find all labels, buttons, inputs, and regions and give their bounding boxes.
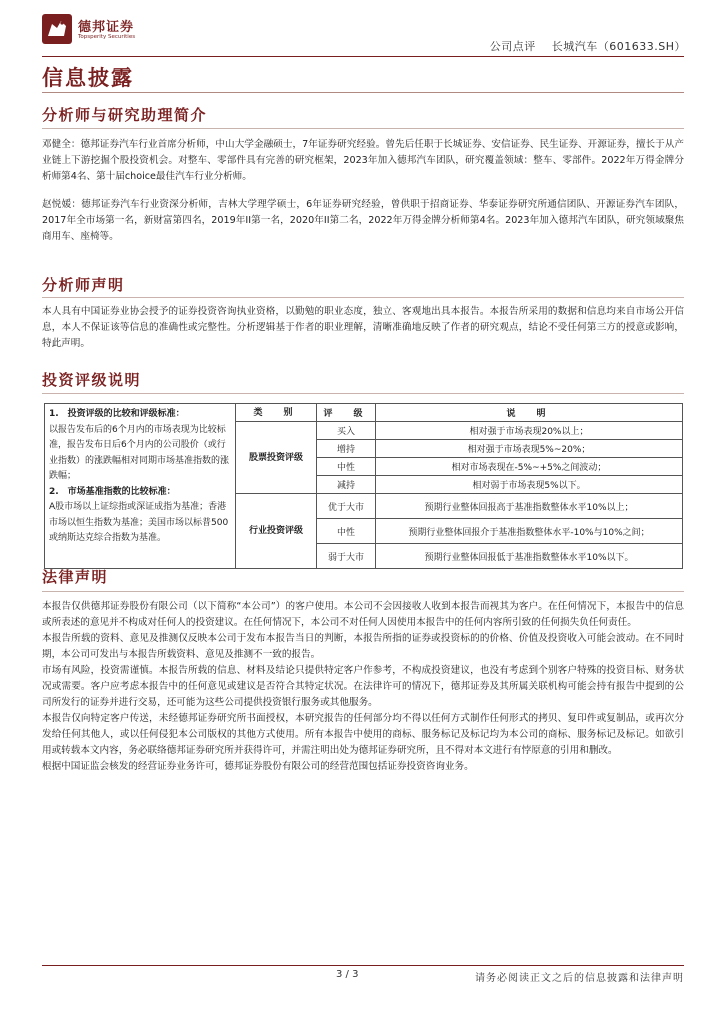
footer-divider [42, 965, 684, 966]
industry-rating-category: 行业投资评级 [236, 494, 317, 569]
legal-paragraph: 本报告仅供德邦证券股份有限公司（以下简称“本公司”）的客户使用。本公司不会因接收人收到本报告而视其为客户。在任何情况下，本报告中的信息或所表述的意见并不构成对任何人的投资建议。在任何情况下，本公司不对任何人因使用本报告中的任何内容所引致的任何损失负任何责任。 [42, 601, 684, 628]
section-divider [42, 297, 684, 298]
rating-table [44, 403, 683, 569]
legal-paragraph: 本报告仅向特定客户传送，未经德邦证券研究所书面授权，本研究报告的任何部分均不得以任何方式制作任何形式的拷贝、复印件或复制品，或再次分发给任何其他人，或以任何侵犯本公司版权的其他方式使用。所有本报告中使用的商标、服务标记及标记均为本公司的商标、服务标记及标记。如欲引用或转载本文内容，务必联络德邦证券研究所并获得许可，并需注明出处为德邦证券研究所，且不得对本文进行有悖原意的引用和删改。 [42, 713, 684, 756]
table-row-level: 买入 [317, 422, 376, 440]
table-header-level: 评 级 [317, 404, 376, 422]
table-row-desc: 相对弱于市场表现5%以下。 [376, 476, 683, 494]
page-number: 3 / 3 [336, 969, 359, 980]
logo-text: 德邦证券 [78, 20, 135, 35]
table-header-description: 说 明 [376, 404, 683, 422]
report-meta [490, 38, 686, 54]
legal-paragraph: 根据中国证监会核发的经营证券业务许可，德邦证券股份有限公司的经营范围包括证券投资咨询业务。 [42, 761, 474, 772]
stock-rating-category: 股票投资评级 [236, 422, 317, 494]
criteria-text-1: 以报告发布后的6个月内的市场表现为比较标准，报告发布日后6个月内的公司股价（或行业指数）的涨跌幅相对同期市场基准指数的涨跌幅； [49, 424, 230, 481]
report-type: 公司点评 [489, 40, 536, 53]
table-row-desc: 相对强于市场表现20%以上； [376, 422, 683, 440]
section-divider [42, 393, 684, 394]
table-row-level: 优于大市 [317, 494, 376, 519]
table-row-level: 弱于大市 [317, 544, 376, 569]
section-divider [42, 128, 684, 129]
legal-paragraph: 市场有风险，投资需谨慎。本报告所载的信息、材料及结论只提供特定客户作参考，不构成投资建议，也没有考虑到个别客户特殊的投资目标、财务状况或需要。客户应考虑本报告中的任何意见或建议是否符合其特定状况。在法律许可的情况下，德邦证券及其所属关联机构可能会持有报告中提到的公司所发行的证券并进行交易，还可能为这些公司提供投资银行服务或其他服务。 [42, 665, 684, 708]
legal-paragraph: 本报告所载的资料、意见及推测仅反映本公司于发布本报告当日的判断，本报告所指的证券或投资标的的价格、价值及投资收入可能会波动。在不同时期，本公司可发出与本报告所载资料、意见及推测不一致的报告。 [42, 633, 684, 660]
analyst-statement-text: 本人具有中国证券业协会授予的证券投资咨询执业资格，以勤勉的职业态度，独立、客观地出具本报告。本报告所采用的数据和信息均来自市场公开信息，本人不保证该等信息的准确性或完整性。分析逻辑基于作者的职业理解，清晰准确地反映了作者的研究观点，结论不受任何第三方的授意或影响，特此声明。 [42, 306, 684, 349]
section-divider [42, 591, 684, 592]
criteria-heading-1: 1. 投资评级的比较和评级标准： [49, 409, 185, 419]
logo-english-text: Topsperity Securities [78, 34, 136, 40]
table-row-desc: 预期行业整体回报高于基准指数整体水平10%以上； [376, 494, 683, 519]
table-row-desc: 相对市场表现在-5%~+5%之间波动； [376, 458, 683, 476]
logo-mark-icon [42, 14, 72, 44]
table-row-desc: 相对强于市场表现5%~20%； [376, 440, 683, 458]
legal-statement [42, 599, 684, 775]
header-divider [42, 56, 684, 57]
table-row-level: 减持 [317, 476, 376, 494]
table-header-category: 类 别 [236, 404, 317, 422]
analyst-bio-1: 邓健全：德邦证券汽车行业首席分析师，中山大学金融硕士，7年证券研究经验。曾先后任职于长城证券、安信证券、民生证券、开源证券，擅长于从产业链上下游挖掘个股投资机会。对整车、零部件具有完善的研究框架，2023年加入德邦汽车团队，研究覆盖领域：整车、零部件。2022年万得金牌分析师第4名、第十届choice最佳汽车行业分析师。 [42, 139, 684, 182]
table-row-level: 中性 [317, 519, 376, 544]
rating-criteria-cell [45, 404, 236, 569]
table-row-desc: 预期行业整体回报低于基准指数整体水平10%以下。 [376, 544, 683, 569]
table-row-desc: 预期行业整体回报介于基准指数整体水平-10%与10%之间； [376, 519, 683, 544]
table-row-level: 增持 [317, 440, 376, 458]
section-title-rating: 投资评级说明 [42, 371, 142, 389]
analyst-bio-2: 赵悦媛：德邦证券汽车行业资深分析师，吉林大学理学硕士，6年证券研究经验，曾供职于招商证券、华泰证券研究所通信团队、开源证券汽车团队，2017年全市场第一名，新财富第四名，2019年II第一名，2020年II第二名，2022年万得金牌分析师第4名。2023年加入德邦汽车团队，研究领域聚焦商用车、座椅等。 [42, 199, 684, 242]
section-title-analyst-statement: 分析师声明 [42, 276, 125, 294]
page-title: 信息披露 [42, 66, 134, 90]
company-name: 长城汽车（601633.SH） [551, 40, 686, 53]
section-title-analyst-intro: 分析师与研究助理简介 [42, 106, 208, 124]
title-divider [42, 92, 684, 93]
criteria-text-2: A股市场以上证综指或深证成指为基准；香港市场以恒生指数为基准；美国市场以标普500或纳斯达克综合指数为基准。 [49, 502, 229, 543]
criteria-heading-2: 2. 市场基准指数的比较标准： [49, 486, 176, 497]
footer-note: 请务必阅读正文之后的信息披露和法律声明 [475, 973, 684, 984]
table-row-level: 中性 [317, 458, 376, 476]
logo [42, 14, 162, 46]
section-title-legal: 法律声明 [42, 568, 109, 586]
